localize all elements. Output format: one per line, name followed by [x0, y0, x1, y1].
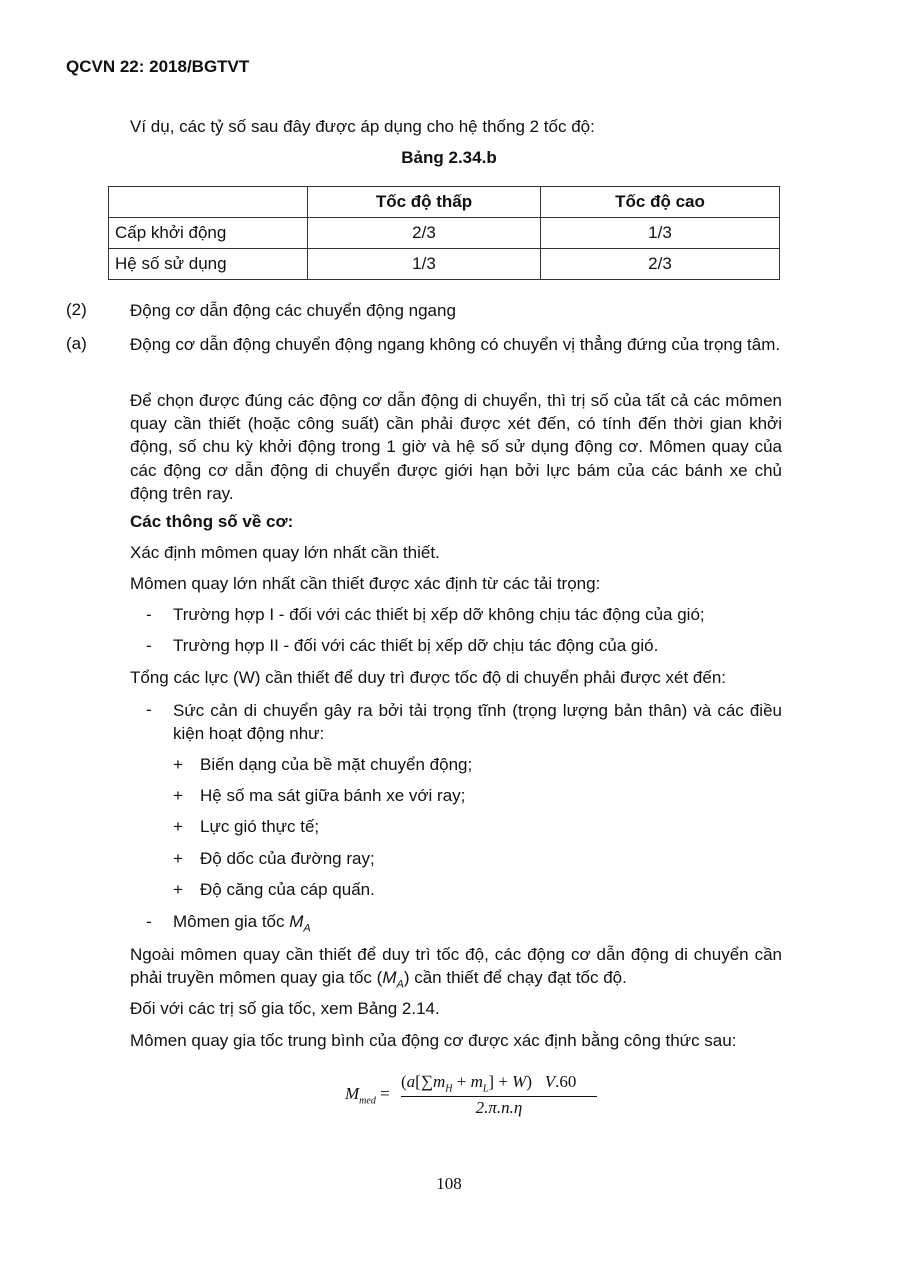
accel-moment-item [173, 912, 311, 934]
table-cell-low: 2/3 [308, 218, 541, 249]
formula-numerator: $(a[\sum m_H + m_L] + W)$ V.60 [401, 1072, 577, 1095]
accel-values-line: Đối với các trị số gia tốc, xem Bảng 2.14. [130, 999, 440, 1018]
table-row [109, 218, 780, 249]
accel-subscript: A [303, 922, 311, 935]
table-caption: Bảng 2.34.b [401, 148, 497, 167]
item-number-a: (a) [66, 334, 87, 353]
formula-fraction-bar [401, 1096, 597, 1097]
list-dash: - [146, 605, 152, 624]
page-number: 108 [436, 1174, 462, 1193]
max-torque-loads-line: Mômen quay lớn nhất cần thiết được xác định từ các tải trọng: [130, 574, 601, 593]
accel-symbol: M [289, 912, 304, 931]
table-cell-high: 2/3 [541, 249, 780, 280]
accel-paragraph [130, 944, 782, 995]
condition-item: Biến dạng của bề mặt chuyển động; [200, 755, 473, 774]
item-a-text: Động cơ dẫn động chuyển động ngang không có chuyển vị thẳng đứng của trọng tâm. [130, 335, 781, 354]
condition-item: Độ dốc của đường ray; [200, 849, 375, 868]
table-cell-low: 1/3 [308, 249, 541, 280]
table-corner-cell [109, 187, 308, 218]
table-row-label: Cấp khởi động [109, 218, 308, 249]
accel-moment-label: Mômen gia tốc [173, 912, 290, 931]
total-forces-line: Tổng các lực (W) cần thiết để duy trì được tốc độ di chuyển phải được xét đến: [130, 668, 726, 687]
formula-denominator: 2.π.n.η [475, 1098, 523, 1117]
intro-text: Ví dụ, các tỷ số sau đây được áp dụng cho hệ thống 2 tốc độ: [130, 117, 595, 136]
accel-paragraph-subscript: A [396, 977, 404, 990]
accel-paragraph-part2: ) cần thiết để chạy đạt tốc độ. [403, 967, 627, 987]
list-plus: + [173, 817, 183, 836]
accel-paragraph-part1: Ngoài mômen quay cần thiết để duy trì tốc độ, các động cơ dẫn động di chuyển cần phải truyền mômen quay gia tốc ( [130, 945, 782, 987]
formula-lhs: $M_{med}$ = [345, 1084, 390, 1107]
list-plus: + [173, 755, 183, 774]
max-torque-line: Xác định mômen quay lớn nhất cần thiết. [130, 543, 440, 562]
table-row-label: Hệ số sử dụng [109, 249, 308, 280]
drive-motor-paragraph: Để chọn được đúng các động cơ dẫn động di chuyển, thì trị số của tất cả các mômen quay cần thiết (hoặc công suất) cần phải được xét đến, có tính đến thời gian khởi động, số chu kỳ khởi động trong 1 giờ và hệ số sử dụng động cơ. Mômen quay của các động cơ dẫn động di chuyển được giới hạn bởi lực bám của các bánh xe chủ động trên ray. [130, 391, 782, 503]
document-code-header: QCVN 22: 2018/BGTVT [66, 57, 250, 76]
mechanical-heading: Các thông số về cơ: [130, 512, 294, 531]
ratio-table [108, 186, 780, 280]
mean-torque-formula [345, 1068, 605, 1128]
item-number-2: (2) [66, 300, 87, 319]
list-plus: + [173, 849, 183, 868]
list-plus: + [173, 786, 183, 805]
table-header-row [109, 187, 780, 218]
item-2-text: Động cơ dẫn động các chuyển động ngang [130, 301, 456, 320]
table-header-high-speed: Tốc độ cao [541, 187, 780, 218]
accel-paragraph-symbol: M [382, 967, 397, 987]
condition-item: Độ căng của cáp quấn. [200, 880, 375, 899]
case-1-item: Trường hợp I - đối với các thiết bị xếp dỡ không chịu tác động của gió; [173, 605, 705, 624]
list-dash: - [146, 700, 152, 719]
table-header-low-speed: Tốc độ thấp [308, 187, 541, 218]
condition-item: Hệ số ma sát giữa bánh xe với ray; [200, 786, 466, 805]
formula-intro-line: Mômen quay gia tốc trung bình của động cơ được xác định bằng công thức sau: [130, 1031, 737, 1050]
table-cell-high: 1/3 [541, 218, 780, 249]
list-dash: - [146, 636, 152, 655]
case-2-item: Trường hợp II - đối với các thiết bị xếp dỡ chịu tác động của gió. [173, 636, 659, 655]
condition-item: Lực gió thực tế; [200, 817, 320, 836]
resistance-item: Sức cản di chuyển gây ra bởi tải trọng tĩnh (trọng lượng bản thân) và các điều kiện hoạt động như: [173, 701, 782, 743]
list-plus: + [173, 880, 183, 899]
list-dash: - [146, 912, 152, 931]
table-row [109, 249, 780, 280]
